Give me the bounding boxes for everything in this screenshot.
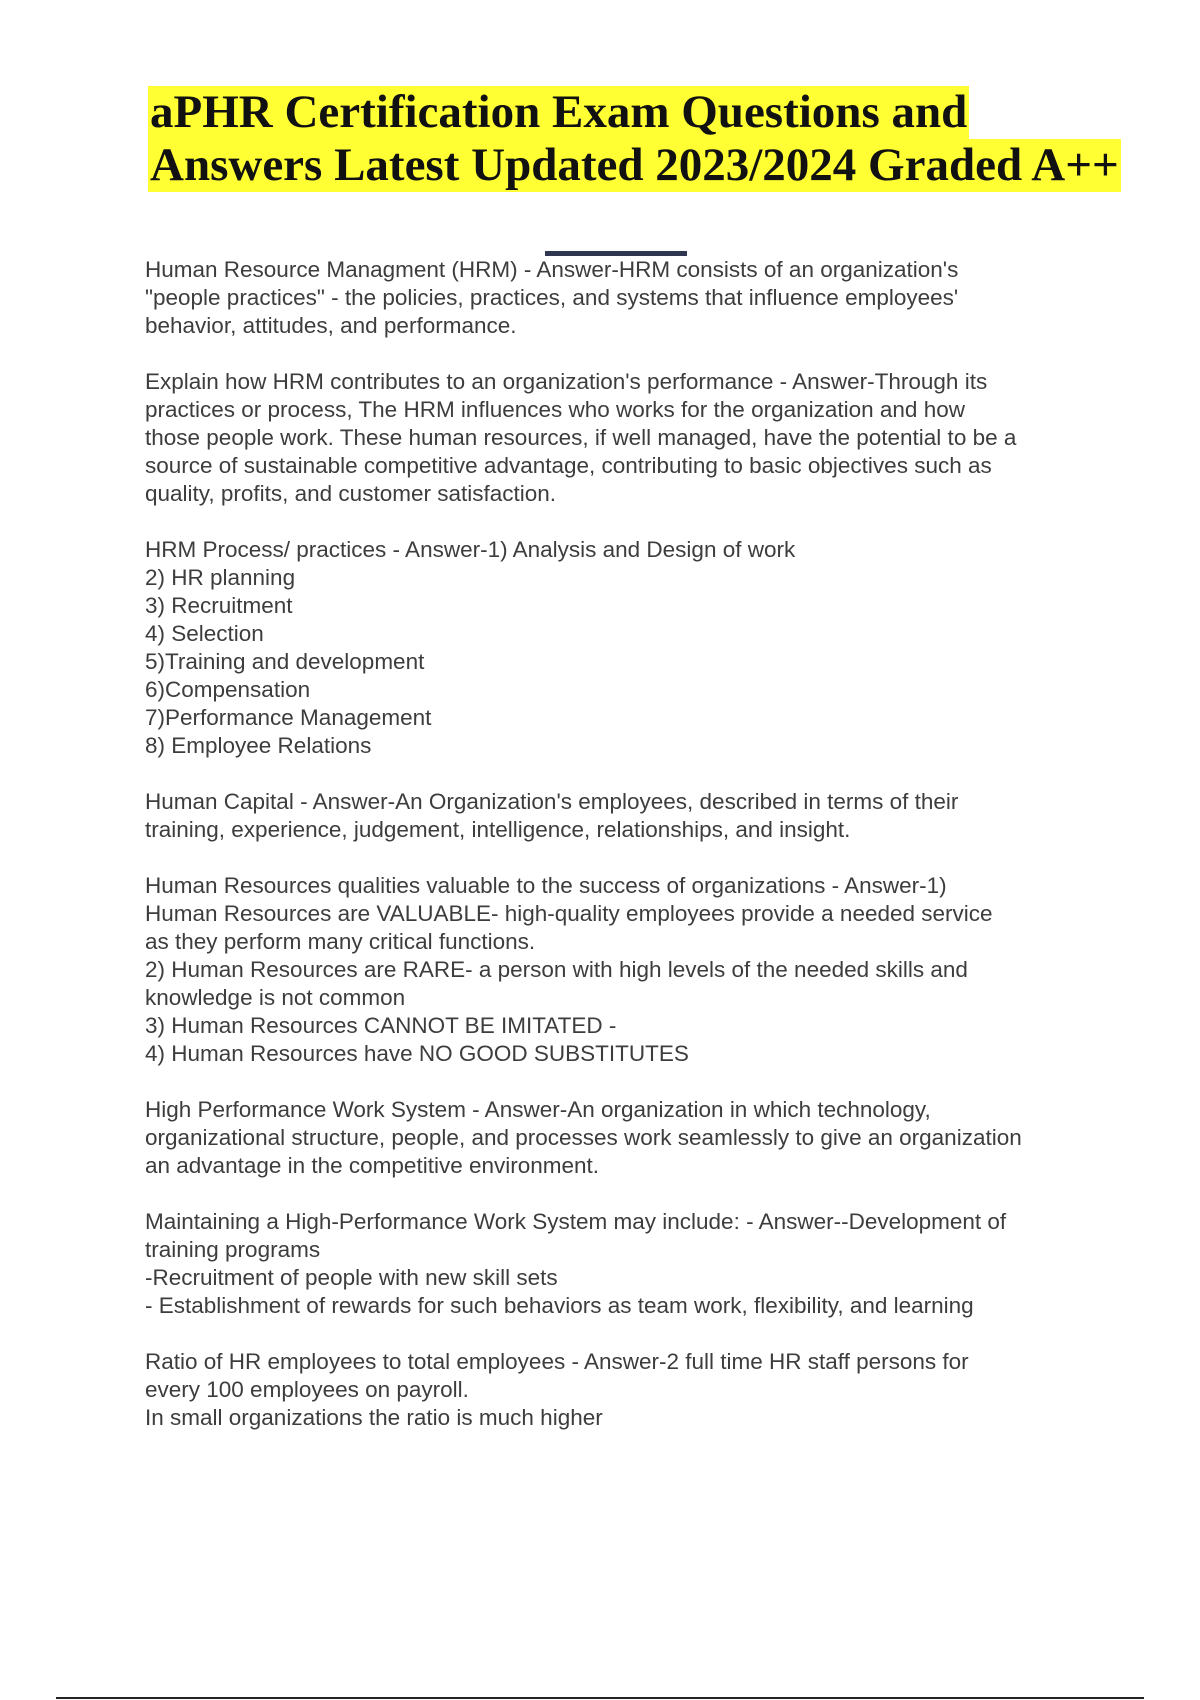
qa-text-line: as they perform many critical functions. <box>145 929 536 954</box>
qa-text-line: Human Resources qualities valuable to the success of organizations - Answer-1) <box>145 873 947 898</box>
qa-text-line: Explain how HRM contributes to an organization's performance - Answer-Through its <box>145 369 988 394</box>
qa-text-line: - Establishment of rewards for such behaviors as team work, flexibility, and learning <box>145 1293 974 1318</box>
qa-text-line: Human Resources are VALUABLE- high-quality employees provide a needed service <box>145 901 993 926</box>
document-title <box>148 86 1148 192</box>
qa-text-line: training, experience, judgement, intelligence, relationships, and insight. <box>145 817 851 842</box>
qa-text-line: Human Capital - Answer-An Organization's employees, described in terms of their <box>145 789 959 814</box>
qa-text-line: those people work. These human resources, if well managed, have the potential to be a <box>145 425 1017 450</box>
qa-text-line: source of sustainable competitive advantage, contributing to basic objectives such as <box>145 453 992 478</box>
qa-text-line: 4) Human Resources have NO GOOD SUBSTITUTES <box>145 1041 689 1066</box>
qa-text-line: behavior, attitudes, and performance. <box>145 313 517 338</box>
qa-text-line: 3) Recruitment <box>145 593 293 618</box>
qa-text-line: Maintaining a High-Performance Work System may include: - Answer--Development of <box>145 1209 1007 1234</box>
qa-text-line: In small organizations the ratio is much higher <box>145 1405 603 1430</box>
qa-entry <box>145 788 1105 844</box>
qa-text-line: 5)Training and development <box>145 649 425 674</box>
qa-text-line: Human Resource Managment (HRM) - Answer-HRM consists of an organization's <box>145 257 959 282</box>
qa-text-line: -Recruitment of people with new skill sets <box>145 1265 558 1290</box>
qa-text-line: 2) HR planning <box>145 565 296 590</box>
qa-text-line: Ratio of HR employees to total employees - Answer-2 full time HR staff persons for <box>145 1349 969 1374</box>
qa-text-line: 7)Performance Management <box>145 705 432 730</box>
qa-entry <box>145 1096 1105 1180</box>
qa-text-line: "people practices" - the policies, practices, and systems that influence employees' <box>145 285 959 310</box>
qa-entry <box>145 256 1105 340</box>
footer-divider <box>56 1697 1144 1699</box>
qa-text-line: an advantage in the competitive environment. <box>145 1153 600 1178</box>
qa-text-line: 2) Human Resources are RARE- a person with high levels of the needed skills and <box>145 957 968 982</box>
qa-text-line: knowledge is not common <box>145 985 406 1010</box>
qa-text-line: practices or process, The HRM influences who works for the organization and how <box>145 397 965 422</box>
title-line-2: Answers Latest Updated 2023/2024 Graded A++ <box>150 139 1119 191</box>
qa-text-line: 4) Selection <box>145 621 264 646</box>
qa-entry <box>145 1208 1105 1320</box>
qa-text-line: HRM Process/ practices - Answer-1) Analysis and Design of work <box>145 537 796 562</box>
qa-text-line: organizational structure, people, and processes work seamlessly to give an organization <box>145 1125 1022 1150</box>
qa-text-line: 3) Human Resources CANNOT BE IMITATED - <box>145 1013 617 1038</box>
qa-entry <box>145 536 1105 760</box>
qa-list <box>145 256 1105 1460</box>
qa-text-line: 6)Compensation <box>145 677 311 702</box>
qa-entry <box>145 872 1105 1068</box>
qa-text-line: 8) Employee Relations <box>145 733 372 758</box>
title-line-1: aPHR Certification Exam Questions and <box>150 86 968 138</box>
qa-text-line: High Performance Work System - Answer-An organization in which technology, <box>145 1097 931 1122</box>
qa-text-line: every 100 employees on payroll. <box>145 1377 469 1402</box>
qa-text-line: quality, profits, and customer satisfaction. <box>145 481 557 506</box>
qa-entry <box>145 368 1105 508</box>
qa-text-line: training programs <box>145 1237 321 1262</box>
qa-entry <box>145 1348 1105 1432</box>
